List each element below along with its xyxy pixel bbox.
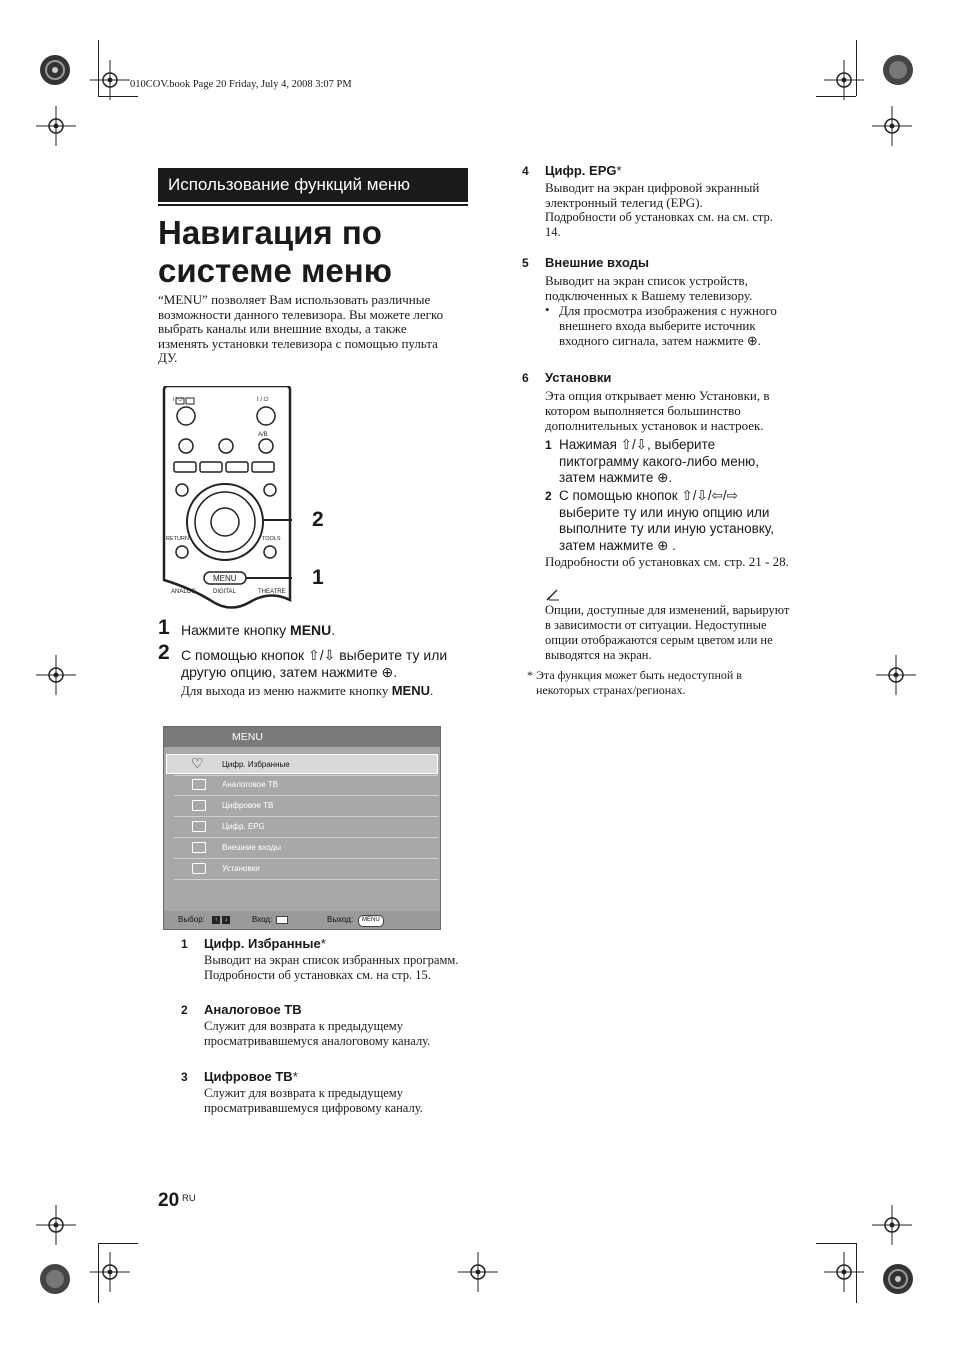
crosshair-mark [36, 1205, 76, 1245]
registration-mark-bottom-left [38, 1262, 72, 1296]
step-note: Для выхода из меню нажмите кнопку MENU. [181, 683, 434, 698]
crosshair-mark [872, 1205, 912, 1245]
crosshair-mark [36, 106, 76, 146]
menu-footer: Выбор: ↑ ↓ Вход: Выход: MENU [164, 911, 440, 929]
toolbox-icon [192, 863, 206, 874]
enter-key-icon [276, 916, 288, 924]
item-title: Цифровое ТВ* [204, 1069, 298, 1084]
item-description: Выводит на экран цифровой экранный электронный телегид (EPG). [545, 180, 760, 210]
remote-label-io: I / ⏻ [173, 397, 183, 403]
remote-label-analog: ANALOG [171, 589, 197, 595]
trim-line [98, 96, 138, 97]
trim-line [98, 40, 99, 96]
menu-item[interactable]: Цифровое ТВ [174, 796, 438, 816]
item-description: Служит для возврата к предыдущему просматривавшемуся аналоговому каналу. [204, 1019, 431, 1048]
menu-item[interactable]: ♡ Цифр. Избранные [191, 755, 290, 771]
external-input-icon [192, 842, 206, 853]
digital-tv-icon [192, 800, 206, 811]
footnote-star: * [527, 668, 533, 682]
intro-paragraph: “MENU” позволяет Вам использовать различные возможности данного телевизора. Вы можете легко выбрать каналы или внешние входы, а также изменять установки телевизора с помощью пульта ДУ. [158, 292, 444, 366]
item-number: 3 [181, 1070, 188, 1084]
registration-mark-top-left [38, 53, 72, 87]
crosshair-mark [824, 1252, 864, 1292]
remote-label-return: RETURN [166, 536, 189, 542]
crosshair-mark [876, 655, 916, 695]
heart-icon: ♡ [191, 755, 204, 771]
step-number: 1 [158, 616, 170, 639]
callout-2: 2 [312, 508, 324, 531]
substep-number: 2 [545, 489, 552, 503]
crosshair-mark [36, 655, 76, 695]
bullet-dot: • [545, 302, 550, 317]
item-title: Аналоговое ТВ [204, 1002, 302, 1017]
trim-line [856, 1243, 857, 1303]
crosshair-mark [824, 60, 864, 100]
menu-title: MENU [164, 727, 440, 747]
trim-line [856, 40, 857, 96]
remote-label-power: I / ⏻ [257, 397, 269, 403]
step-text: С помощью кнопок ⇧/⇩ выберите ту или другую опцию, затем нажмите ⊕. [181, 647, 448, 680]
crosshair-mark [872, 106, 912, 146]
arrow-up-icon: ↑ [212, 916, 220, 924]
arrow-down-icon: ↓ [222, 916, 230, 924]
remote-menu-button: MENU [213, 574, 237, 583]
section-title: Использование функций меню [158, 168, 468, 202]
section-header [158, 168, 468, 208]
menu-key-icon: MENU [358, 915, 384, 927]
menu-item[interactable]: Аналоговое ТВ [174, 775, 438, 795]
item-number: 6 [522, 371, 529, 385]
step-number: 2 [158, 641, 170, 664]
page-title: Навигация по системе меню [158, 214, 392, 289]
item-number: 1 [181, 937, 188, 951]
remote-label-ab: A/B [258, 432, 268, 438]
section-rule [158, 204, 468, 206]
item-number: 4 [522, 164, 529, 178]
item-description: Эта опция открывает меню Установки, в котором выполняется большинство дополнительных установок и настроек. [545, 388, 770, 433]
item-description: Служит для возврата к предыдущему просматривавшемуся цифровому каналу. [204, 1086, 423, 1115]
note-text: Опции, доступные для изменений, варьируют в зависимости от ситуации. Недоступные опции отображаются серым цветом или не выводятся на экран. [545, 603, 790, 662]
substep-number: 1 [545, 438, 552, 452]
print-header: 010COV.book Page 20 Friday, July 4, 2008 3:07 PM [130, 79, 352, 90]
menu-separator [174, 879, 438, 880]
substep-text: Нажимая ⇧/⇩, выберите пиктограмму какого-либо меню, затем нажмите ⊕. [559, 437, 760, 485]
registration-mark-top-right [881, 53, 915, 87]
crosshair-mark [458, 1252, 498, 1292]
crosshair-mark [90, 1252, 130, 1292]
footnote-text: Эта функция может быть недоступной в некоторых странах/регионах. [536, 668, 742, 697]
item-description: Выводит на экран список избранных программ. Подробности об установках см. на стр. 15. [204, 953, 459, 982]
item-title: Внешние входы [545, 255, 650, 270]
menu-item[interactable]: Установки [174, 859, 438, 879]
crosshair-mark [90, 60, 130, 100]
item-title: Цифр. EPG* [545, 163, 622, 178]
bullet-text: Для просмотра изображения с нужного внешнего входа выберите источник входного сигнала, затем нажмите ⊕. [559, 303, 777, 348]
substep-text: С помощью кнопок ⇧/⇩/⇦/⇨ выберите ту или иную опцию или выполните ту или иную установку, затем нажмите ⊕ . [559, 488, 774, 553]
remote-label-digital: DIGITAL [213, 589, 236, 595]
page-number: 20 [158, 1190, 180, 1211]
epg-icon [192, 821, 206, 832]
pencil-note-icon [545, 588, 561, 602]
callout-1: 1 [312, 566, 324, 589]
analog-tv-icon [192, 779, 206, 790]
item-number: 2 [181, 1003, 188, 1017]
menu-screen [163, 726, 441, 930]
item-title: Установки [545, 370, 612, 385]
item-number: 5 [522, 256, 529, 270]
details-reference: Подробности об установках см. стр. 21 - 28. [545, 554, 789, 569]
page-language: RU [182, 1193, 196, 1204]
menu-item[interactable]: Внешние входы [174, 838, 438, 858]
trim-line [816, 1243, 856, 1244]
item-title: Цифр. Избранные* [204, 936, 326, 951]
remote-label-tools: TOOLS [262, 536, 281, 542]
item-description-details: Подробности об установках см. на см. стр. 14. [545, 210, 773, 239]
trim-line [816, 96, 856, 97]
remote-label-theatre: THEATRE [258, 589, 286, 595]
step-text: Нажмите кнопку MENU. [181, 622, 336, 638]
registration-mark-bottom-right [881, 1262, 915, 1296]
trim-line [98, 1243, 99, 1303]
trim-line [98, 1243, 138, 1244]
menu-item[interactable]: Цифр. EPG [174, 817, 438, 837]
item-description: Выводит на экран список устройств, подключенных к Вашему телевизору. [545, 273, 753, 303]
